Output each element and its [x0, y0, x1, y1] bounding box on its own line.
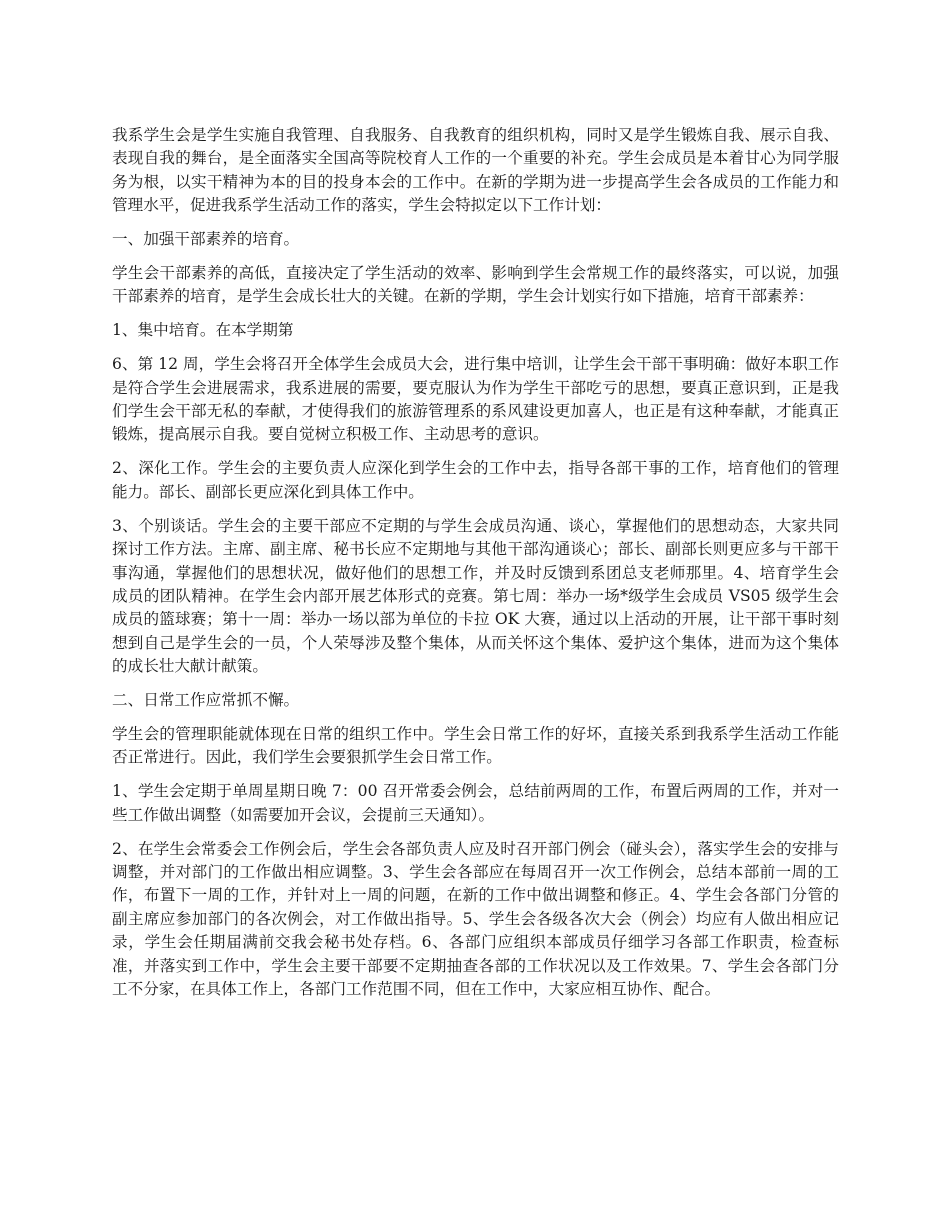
- section-2-paragraph: 学生会的管理职能就体现在日常的组织工作中。学生会日常工作的好坏，直接关系到我系学生活动工作能否正常进行。因此，我们学生会要狠抓学生会日常工作。: [112, 724, 839, 767]
- item-paragraph: 3、个别谈话。学生会的主要干部应不定期的与学生会成员沟通、谈心，掌握他们的思想动态，大家共同探讨工作方法。主席、副主席、秘书长应不定期地与其他干部沟通谈心；部长、副部长则更应多与干部干事沟通，掌握他们的思想状况，做好他们的思想工作，并及时反馈到系团总支老师那里。4、培育学生会成员的团队精神。在学生会内部开展艺体形式的竞赛。第七周：举办一场*级学生会成员 VS05 级学生会成员的篮球赛；第十一周：举办一场以部为单位的卡拉 OK 大赛，通过以上活动的开展，让干部干事时刻想到自己是学生会的一员，个人荣辱涉及整个集体，从而关怀这个集体、爱护这个集体，进而为这个集体的成长壮大献计献策。: [112, 516, 839, 676]
- item-paragraph: 1、学生会定期于单周星期日晚 7：00 召开常委会例会，总结前两周的工作，布置后两周的工作，并对一些工作做出调整（如需要加开会议，会提前三天通知）。: [112, 782, 839, 824]
- item-paragraph: 2、深化工作。学生会的主要负责人应深化到学生会的工作中去，指导各部干事的工作，培育他们的管理能力。部长、副部长更应深化到具体工作中。: [112, 459, 839, 501]
- item-paragraph: 1、集中培育。在本学期第: [112, 321, 294, 340]
- section-heading-2: 二、日常工作应常抓不懈。: [112, 691, 300, 710]
- document-body: [112, 124, 839, 1012]
- item-paragraph: 6、第 12 周，学生会将召开全体学生会成员大会，进行集中培训，让学生会干部干事明确：做好本职工作是符合学生会进展需求，我系进展的需要，要克服认为作为学生干部吃亏的思想，要真正意识到，正是我们学生会干部无私的奉献，才使得我们的旅游管理系的系风建设更加喜人，也正是有这种奉献，才能真正锻炼，提高展示自我。要自觉树立积极工作、主动思考的意识。: [112, 355, 839, 444]
- section-heading-1: 一、加强干部素养的培育。: [112, 230, 300, 249]
- section-1-paragraph: 学生会干部素养的高低，直接决定了学生活动的效率、影响到学生会常规工作的最终落实，可以说，加强干部素养的培育，是学生会成长壮大的关键。在新的学期，学生会计划实行如下措施，培育干部素养：: [112, 264, 839, 306]
- intro-paragraph: 我系学生会是学生实施自我管理、自我服务、自我教育的组织机构，同时又是学生锻炼自我、展示自我、表现自我的舞台，是全面落实全国高等院校育人工作的一个重要的补充。学生会成员是本着甘心为同学服务为根，以实干精神为本的目的投身本会的工作中。在新的学期为进一步提高学生会各成员的工作能力和管理水平，促进我系学生活动工作的落实，学生会特拟定以下工作计划：: [112, 126, 839, 215]
- item-paragraph: 2、在学生会常委会工作例会后，学生会各部负责人应及时召开部门例会（碰头会），落实学生会的安排与调整，并对部门的工作做出相应调整。3、学生会各部应在每周召开一次工作例会，总结本部前一周的工作，布置下一周的工作，并针对上一周的问题，在新的工作中做出调整和修正。4、学生会各部门分管的副主席应参加部门的各次例会，对工作做出指导。5、学生会各级各次大会（例会）均应有人做出相应记录，学生会任期届满前交我会秘书处存档。6、各部门应组织本部成员仔细学习各部工作职责，检查标准，并落实到工作中，学生会主要干部要不定期抽查各部的工作状况以及工作效果。7、学生会各部门分工不分家，在具体工作上，各部门工作范围不同，但在工作中，大家应相互协作、配合。: [112, 839, 839, 998]
